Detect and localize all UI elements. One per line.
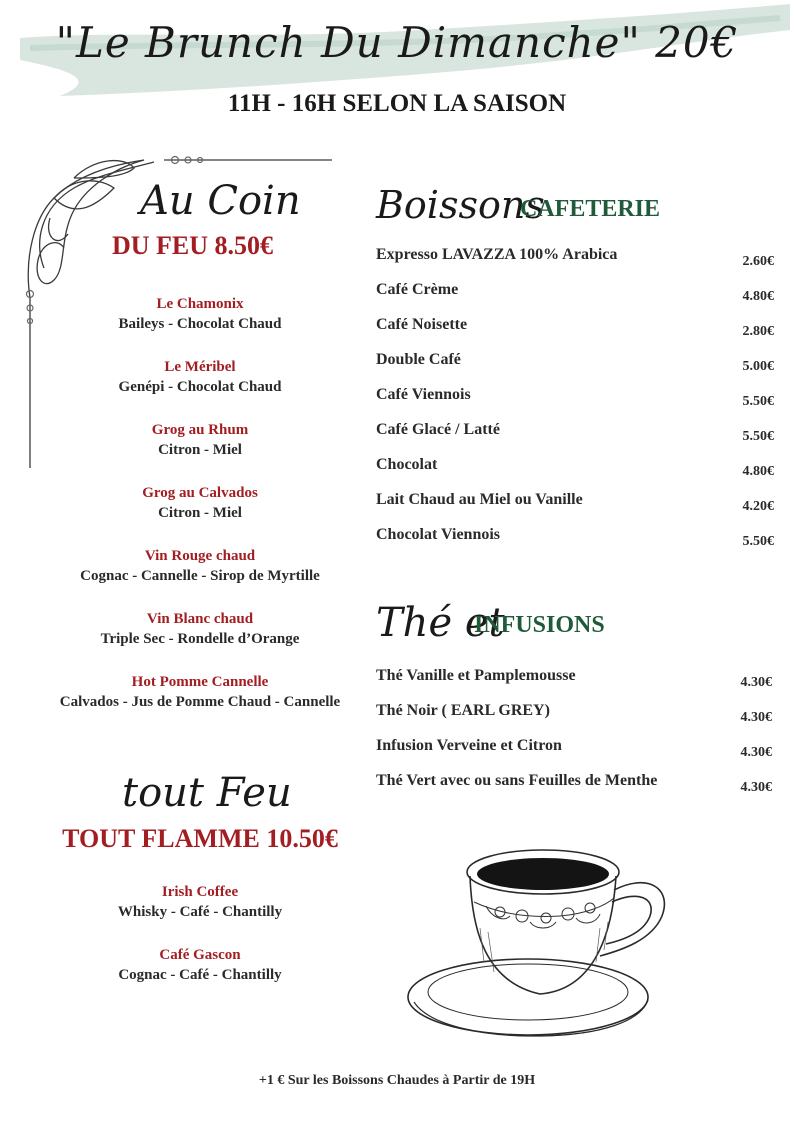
drink-description: Genépi - Chocolat Chaud [118, 379, 282, 395]
menu-item-label: Café Crème [376, 281, 459, 298]
drink-name: Le Méribel [164, 359, 236, 375]
drink-name: Grog au Rhum [151, 422, 249, 438]
menu-item-label: Café Glacé / Latté [376, 421, 500, 438]
menu-item-label: Expresso LAVAZZA 100% Arabica [376, 246, 618, 263]
menu-title: "Le Brunch Du Dimanche" 20€ [55, 18, 739, 67]
menu-item-label: Café Viennois [376, 386, 471, 403]
evening-surcharge-note: +1 € Sur les Boissons Chaudes à Partir de 19H [258, 1073, 536, 1088]
au-coin-script-heading: Au Coin [140, 178, 301, 224]
drink-description: Cognac - Café - Chantilly [118, 967, 282, 983]
menu-item-price: 5.50€ [742, 429, 774, 444]
boissons-script-heading: Boissons [376, 183, 545, 227]
drink-name: Le Chamonix [156, 296, 244, 312]
du-feu-price-heading: DU FEU 8.50€ [112, 231, 274, 260]
menu-item-label: Thé Noir ( EARL GREY) [376, 702, 550, 719]
drink-name: Hot Pomme Cannelle [131, 674, 269, 690]
drink-vin-rouge-chaud [30, 546, 370, 587]
drink-le-meribel [30, 357, 370, 398]
tout-flamme-price-heading: TOUT FLAMME 10.50€ [62, 824, 338, 853]
drink-vin-blanc-chaud [30, 609, 370, 650]
menu-item-price: 5.50€ [742, 534, 774, 549]
menu-item-price: 2.60€ [742, 254, 774, 269]
menu-item-label: Chocolat Viennois [376, 526, 501, 543]
cafeterie-heading: CAFETERIE [520, 196, 661, 222]
drink-name: Irish Coffee [161, 884, 239, 900]
drink-description: Calvados - Jus de Pomme Chaud - Cannelle [59, 694, 341, 710]
drink-name: Vin Blanc chaud [146, 611, 254, 627]
drink-description: Cognac - Cannelle - Sirop de Myrtille [80, 568, 320, 584]
menu-item-price: 4.30€ [740, 745, 772, 760]
menu-item-label: Thé Vanille et Pamplemousse [376, 667, 576, 684]
drink-grog-au-calvados [30, 483, 370, 524]
menu-hours: 11H - 16H SELON LA SAISON [227, 90, 567, 117]
the-et-script-heading: Thé et [376, 600, 505, 646]
menu-item-label: Double Café [376, 351, 461, 368]
menu-item-price: 4.80€ [742, 289, 774, 304]
drink-name: Café Gascon [159, 947, 241, 963]
drink-description: Triple Sec - Rondelle d’Orange [100, 631, 300, 647]
menu-item-label: Infusion Verveine et Citron [376, 737, 562, 754]
drink-description: Citron - Miel [158, 505, 242, 521]
menu-item-label: Thé Vert avec ou sans Feuilles de Menthe [376, 772, 658, 789]
menu-item-price: 4.20€ [742, 499, 774, 514]
drink-irish-coffee [30, 882, 370, 923]
infusions-heading: INFUSIONS [474, 612, 605, 638]
menu-item-price: 4.30€ [740, 710, 772, 725]
drink-name: Vin Rouge chaud [144, 548, 256, 564]
menu-item-price: 4.30€ [740, 780, 772, 795]
menu-item-label: Café Noisette [376, 316, 468, 333]
menu-item-label: Chocolat [376, 456, 438, 473]
drink-le-chamonix [30, 294, 370, 335]
drink-description: Baileys - Chocolat Chaud [118, 316, 282, 332]
menu-item-price: 5.00€ [742, 359, 774, 374]
coffee-cup-icon [400, 832, 690, 1040]
menu-item-price: 5.50€ [742, 394, 774, 409]
drink-name: Grog au Calvados [142, 485, 258, 501]
drink-hot-pomme-cannelle [24, 672, 376, 713]
menu-item-price: 4.30€ [740, 675, 772, 690]
tout-feu-script-heading: tout Feu [122, 770, 292, 816]
menu-item-label: Lait Chaud au Miel ou Vanille [376, 491, 583, 508]
drink-cafe-gascon [30, 945, 370, 986]
drink-description: Whisky - Café - Chantilly [117, 904, 283, 920]
drink-description: Citron - Miel [158, 442, 242, 458]
menu-item-price: 2.80€ [742, 324, 774, 339]
menu-item-price: 4.80€ [742, 464, 774, 479]
drink-grog-au-rhum [30, 420, 370, 461]
